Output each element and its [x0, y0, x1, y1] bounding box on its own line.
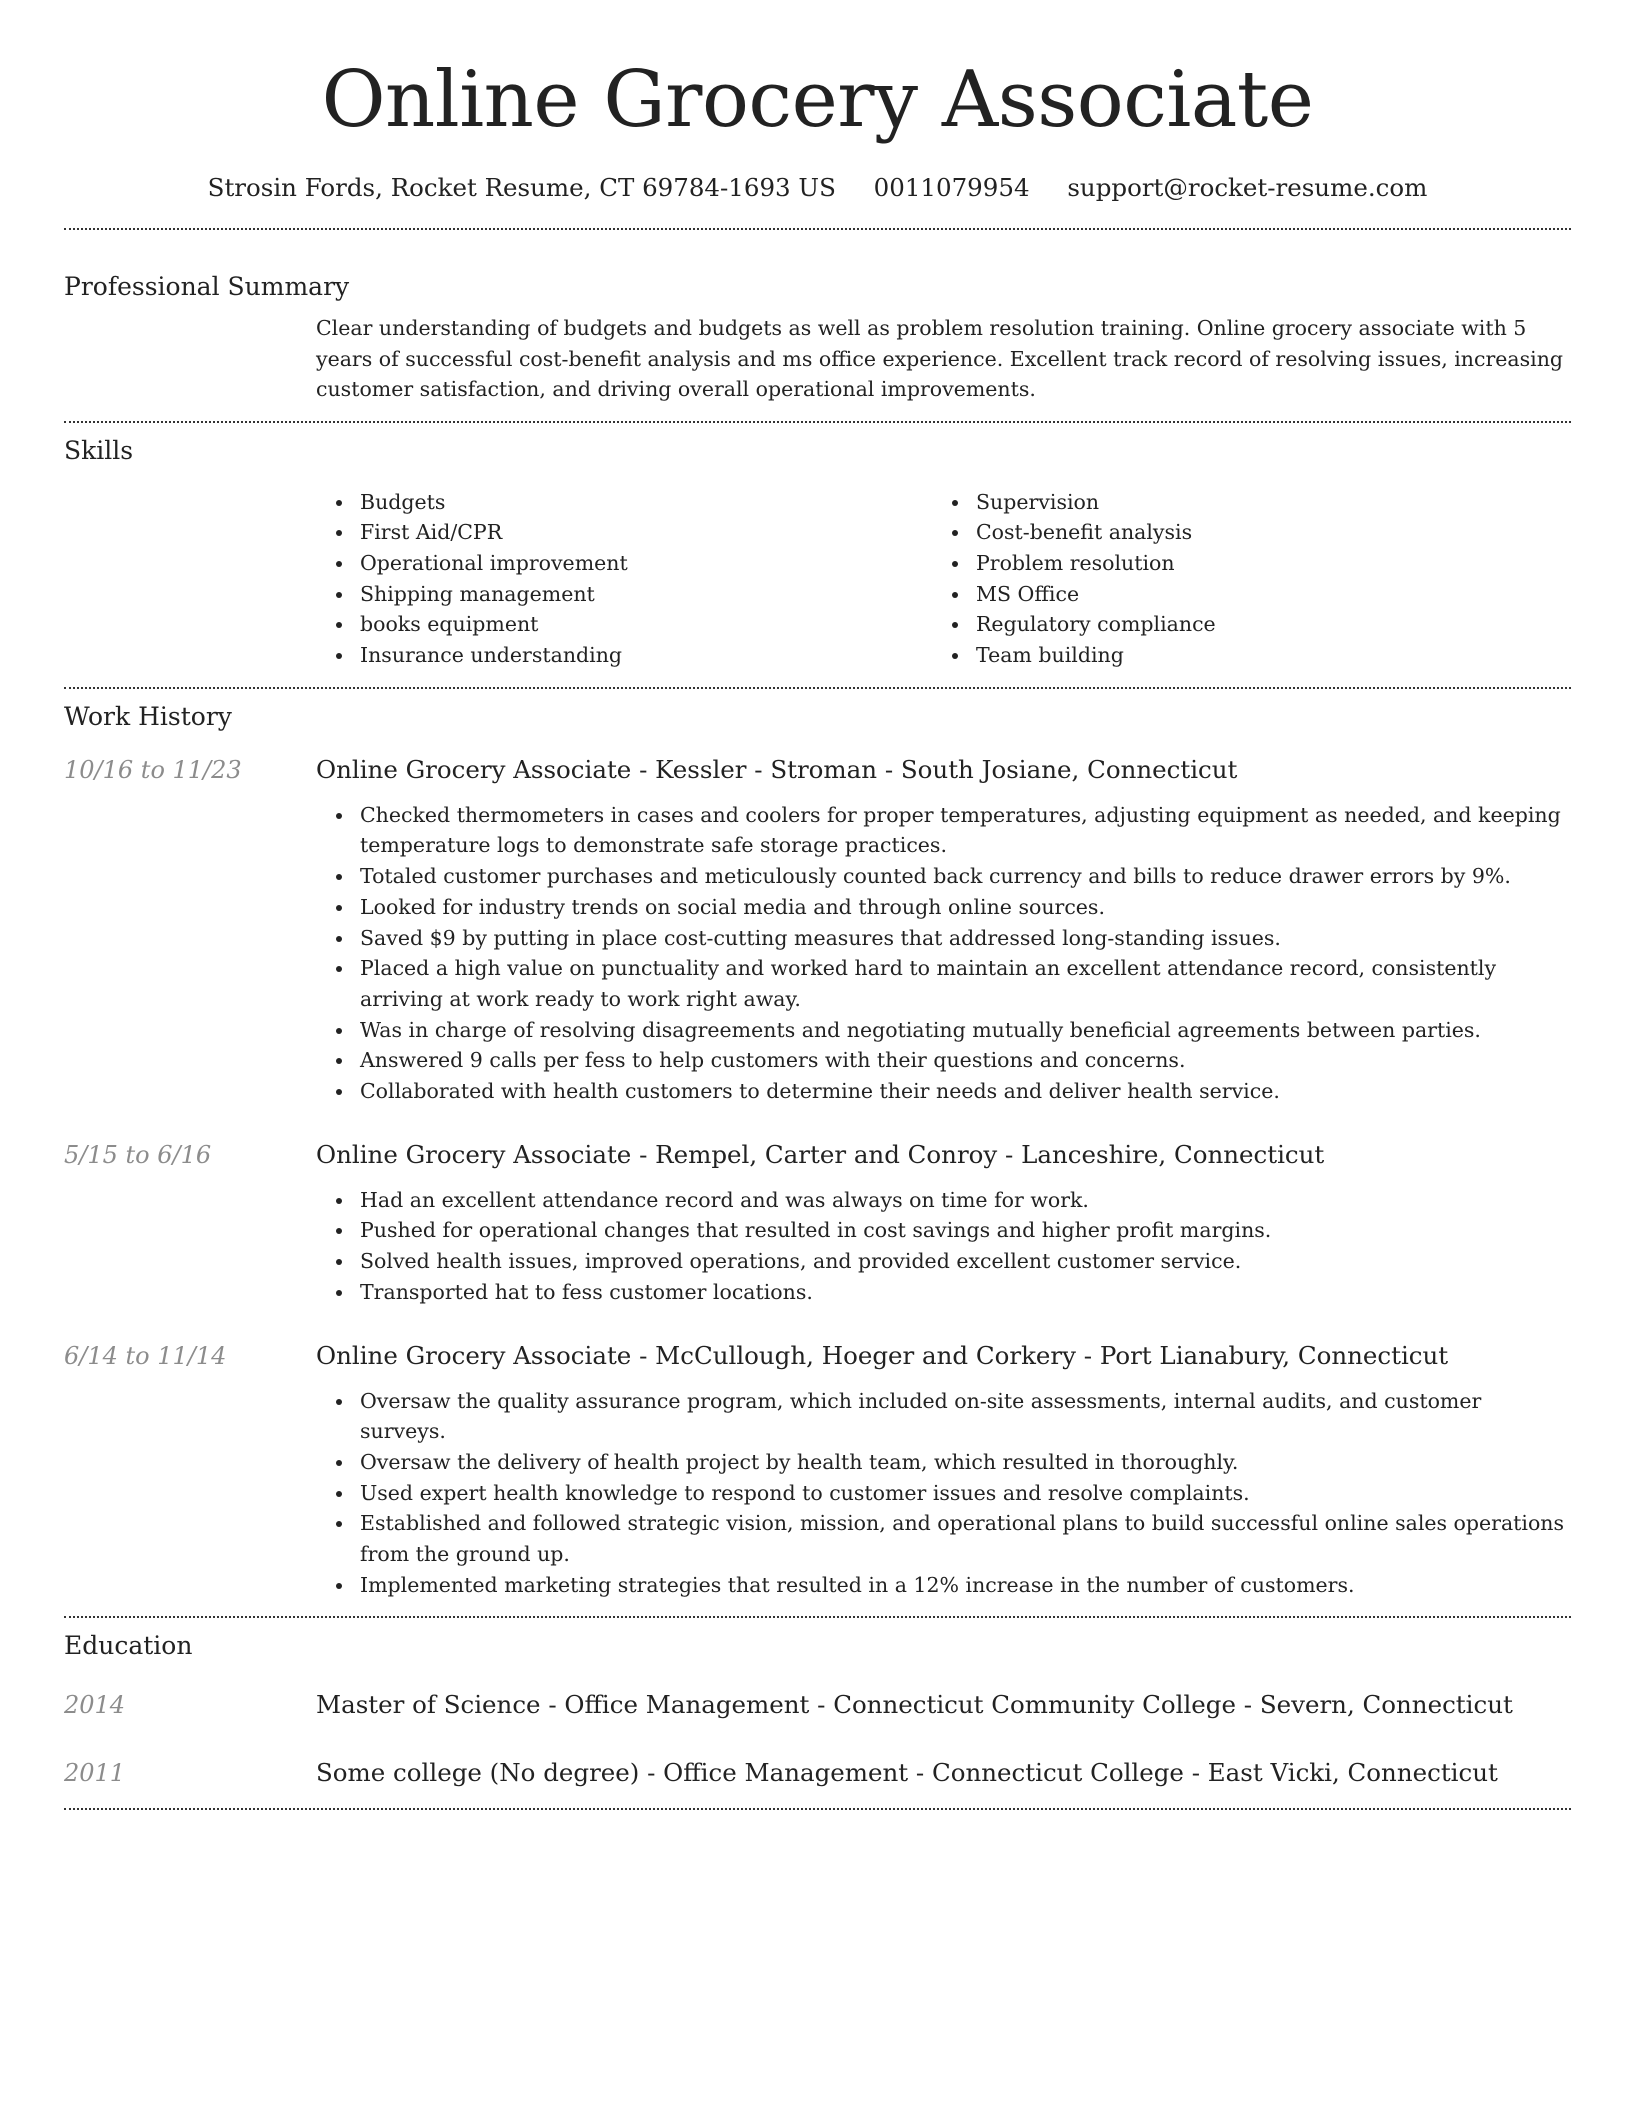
job-bullet: Checked thermometers in cases and coolers for proper temperatures, adjusting equipment as needed, and keeping temperature logs to demonstrate safe storage practices. [316, 800, 1572, 861]
job-bullet: Solved health issues, improved operations, and provided excellent customer service. [316, 1246, 1572, 1277]
job-bullet: Was in charge of resolving disagreements and negotiating mutually beneficial agreements between parties. [316, 1015, 1572, 1046]
section-divider [64, 1808, 1571, 1810]
contact-line [64, 170, 1571, 206]
job-entry [64, 1138, 1571, 1308]
job-bullet: Oversaw the quality assurance program, which included on-site assessments, internal audits, and customer surveys. [316, 1386, 1572, 1447]
resume-page [64, 0, 1571, 1810]
education-entry [64, 1756, 1571, 1790]
work-history-section [64, 700, 1571, 1601]
job-bullet: Saved $9 by putting in place cost-cutting measures that addressed long-standing issues. [316, 923, 1572, 954]
job-bullets [316, 1386, 1572, 1601]
skill-item: MS Office [932, 579, 1548, 610]
job-bullet: Used expert health knowledge to respond to customer issues and resolve complaints. [316, 1478, 1572, 1509]
job-bullet: Pushed for operational changes that resulted in cost savings and higher profit margins. [316, 1215, 1572, 1246]
job-entry [64, 1339, 1571, 1601]
job-dates: 10/16 to 11/23 [64, 755, 242, 784]
summary-title: Professional Summary [64, 272, 350, 301]
job-bullet: Totaled customer purchases and meticulously counted back currency and bills to reduce drawer errors by 9%. [316, 861, 1572, 892]
education-section [64, 1629, 1571, 1790]
job-header [64, 753, 1571, 787]
job-bullet: Established and followed strategic vision, mission, and operational plans to build successful online sales operations from the ground up. [316, 1508, 1572, 1569]
job-bullet: Collaborated with health customers to determine their needs and deliver health service. [316, 1076, 1572, 1107]
job-bullet: Implemented marketing strategies that resulted in a 12% increase in the number of customers. [316, 1570, 1572, 1601]
section-divider [64, 228, 1571, 230]
skill-item: Insurance understanding [316, 640, 932, 671]
candidate-name: Online Grocery Associate [321, 55, 1314, 145]
job-heading: Online Grocery Associate - Rempel, Carter and Conroy - Lanceshire, Connecticut [316, 1139, 1325, 1169]
skill-item: Regulatory compliance [932, 609, 1548, 640]
work-history-title: Work History [64, 701, 232, 731]
skills-list-left [316, 487, 932, 671]
education-year: 2014 [64, 1691, 126, 1720]
skill-item: Operational improvement [316, 548, 932, 579]
skill-item: Cost-benefit analysis [932, 517, 1548, 548]
job-heading: Online Grocery Associate - Kessler - Stroman - South Josiane, Connecticut [316, 754, 1238, 784]
job-bullets [316, 1185, 1572, 1308]
job-bullet: Answered 9 calls per fess to help customers with their questions and concerns. [316, 1045, 1572, 1076]
job-bullets [316, 800, 1572, 1107]
job-bullet: Looked for industry trends on social media and through online sources. [316, 892, 1572, 923]
education-entry [64, 1688, 1571, 1722]
skill-item: Team building [932, 640, 1548, 671]
education-heading: Some college (No degree) - Office Management - Connecticut College - East Vicki, Connecticut [316, 1758, 1498, 1788]
contact-address: Strosin Fords, Rocket Resume, CT 69784-1693 US [207, 173, 836, 202]
section-divider [64, 687, 1571, 689]
contact-phone: 0011079954 [873, 173, 1030, 202]
job-bullet: Transported hat to fess customer locations. [316, 1277, 1572, 1308]
skill-item: Shipping management [316, 579, 932, 610]
skill-item: Budgets [316, 487, 932, 518]
contact-email: support@rocket-resume.com [1067, 173, 1428, 202]
job-entry [64, 753, 1571, 1107]
skill-item: Supervision [932, 487, 1548, 518]
skill-item: Problem resolution [932, 548, 1548, 579]
job-bullet: Placed a high value on punctuality and worked hard to maintain an excellent attendance record, consistently arriving at work ready to work right away. [316, 953, 1572, 1014]
summary-section [64, 270, 1571, 405]
job-heading: Online Grocery Associate - McCullough, Hoeger and Corkery - Port Lianabury, Connecticut [316, 1340, 1449, 1370]
skills-section [64, 434, 1571, 671]
skill-item: books equipment [316, 609, 932, 640]
job-bullet: Oversaw the delivery of health project by health team, which resulted in thoroughly. [316, 1447, 1572, 1478]
section-divider [64, 421, 1571, 423]
education-heading: Master of Science - Office Management - Connecticut Community College - Severn, Connecticut [316, 1690, 1513, 1720]
skills-list-right [932, 487, 1548, 671]
skill-item: First Aid/CPR [316, 517, 932, 548]
skills-title: Skills [64, 435, 134, 465]
job-header [64, 1138, 1571, 1172]
skills-grid [316, 487, 1571, 671]
summary-text: Clear understanding of budgets and budgets as well as problem resolution training. Online grocery associate with 5 years of successful cost-benefit analysis and ms office experience. Excellent track record of resolving issues, increasing customer satisfaction, and driving overall operational improvements. [316, 316, 1564, 401]
education-title: Education [64, 1631, 193, 1661]
job-bullet: Had an excellent attendance record and was always on time for work. [316, 1185, 1572, 1216]
education-year: 2011 [64, 1759, 126, 1788]
section-divider [64, 1616, 1571, 1618]
job-dates: 6/14 to 11/14 [64, 1341, 227, 1370]
job-header [64, 1339, 1571, 1373]
job-dates: 5/15 to 6/16 [64, 1140, 212, 1169]
